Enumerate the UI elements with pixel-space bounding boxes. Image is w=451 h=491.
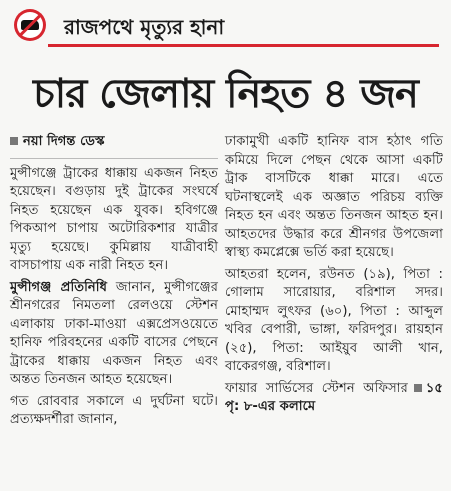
bullet-square-icon	[10, 137, 18, 145]
paragraph-body: ফায়ার সার্ভিসের স্টেশন অফিসার	[225, 380, 408, 396]
byline	[10, 133, 218, 152]
paragraph: মুন্সীগঞ্জে ট্রাকের ধাক্কায় একজন নিহত হয়েছেন। বগুড়ায় দুই ট্রাকের সংঘর্ষে নিহত হয়েছেন এক যুবক। হবিগঞ্জে পিকআপ চাপায় অটোরিকশার যাত্রীর মৃত্যু হয়েছে। কুমিল্লায় যাত্রীবাহী বাসচাপায় এক নারী নিহত হন।	[10, 165, 218, 273]
paragraph	[10, 279, 218, 390]
paragraph: আহতরা হলেন, রউনত (১৯), পিতা : গোলাম সারোয়ার, বরিশাল সদর। মোহাম্মদ লুৎফর (৬০), পিতা : আব্দুল খবির বেপারী, ভাঙ্গা, ফরিদপুর। রায়হান (২৫), পিতা: আইয়ুব আলী খান, বাকেরগঞ্জ, বরিশাল।	[225, 266, 443, 374]
byline-text: নয়া দিগন্ত ডেস্ক	[23, 134, 105, 149]
section-header	[6, 4, 445, 44]
paragraph: গত রোববার সকালে এ দুর্ঘটনা ঘটে। প্রত্যক্ষদর্শীরা জানান,	[10, 393, 218, 427]
paragraph-body: জানান, মুন্সীগঞ্জের শ্রীনগরের নিমতলা রেলওয়ে স্টেশন এলাকায় ঢাকা-মাওয়া এক্সপ্রেসওয়েতে হানিফ পরিবহনের একটি বাসের পেছনে ট্রাকের ধাক্কায় একজন নিহত এবং অন্তত তিনজন আহত হয়েছেন।	[10, 279, 219, 387]
header-rule	[48, 44, 439, 47]
paragraph	[225, 380, 443, 417]
bullet-square-icon	[414, 384, 422, 392]
continuation-text: ১৫ পৃ: ৮-এর কলামে	[225, 380, 443, 414]
right-column	[225, 133, 443, 420]
left-column	[10, 133, 218, 433]
correspondent-label: মুন্সীগঞ্জ প্রতিনিধি	[10, 279, 107, 295]
section-title: রাজপথে মৃত্যুর হানা	[64, 15, 225, 39]
paragraph: ঢাকামুখী একটি হানিফ বাস হঠাৎ গতি কমিয়ে দিলে পেছন থেকে আসা একটি ট্রাক বাসটিকে ধাক্কা মারে। এতে ঘটনাস্থলেই এক অজ্ঞাত পরিচয় ব্যক্তি নিহত হন এবং অন্তত তিনজন আহত হন। আহতদের উদ্ধার করে শ্রীনগর উপজেলা স্বাস্থ্য কমপ্লেক্সে ভর্তি করা হয়েছে।	[225, 134, 443, 260]
headline: চার জেলায় নিহত ৪ জন	[33, 71, 418, 117]
no-car-accident-icon	[14, 9, 46, 41]
byline-divider	[10, 158, 218, 159]
